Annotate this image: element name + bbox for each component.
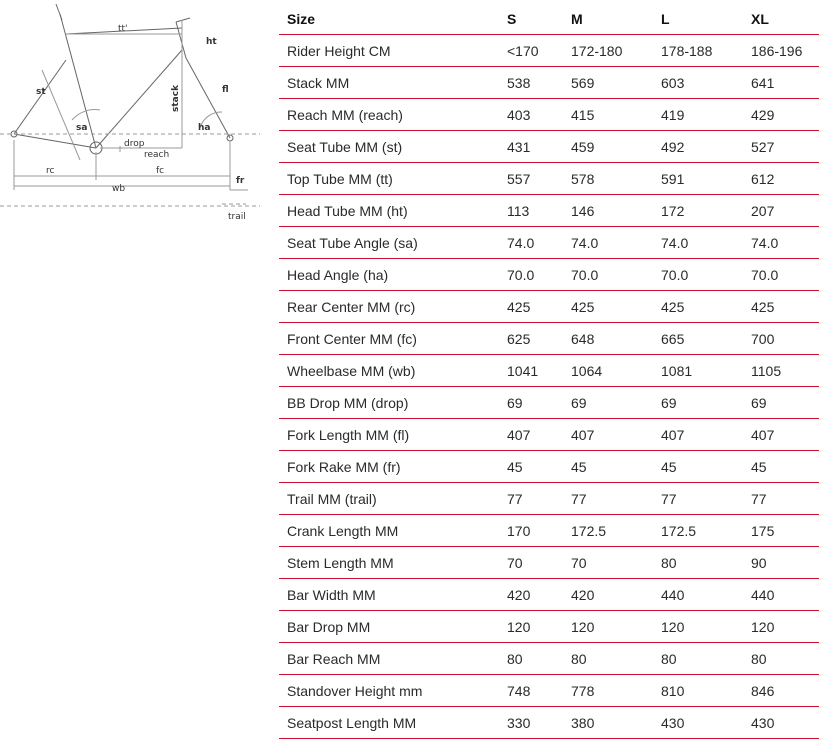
size-value: 430 [743,707,819,739]
table-row [279,131,819,163]
label-ha: ha [198,123,211,133]
size-value: 45 [499,451,563,483]
head-tube [176,22,186,58]
label-fc: fc [156,166,165,176]
size-value: 69 [743,387,819,419]
size-value: 146 [563,195,653,227]
size-value: 77 [743,483,819,515]
header-m: M [563,3,653,35]
size-value: 380 [563,707,653,739]
size-value: 120 [653,611,743,643]
size-value: 172.5 [653,515,743,547]
size-value: 1064 [563,355,653,387]
size-value: 77 [499,483,563,515]
table-row [279,195,819,227]
label-reach: reach [144,150,170,160]
size-value: 612 [743,163,819,195]
table-row [279,579,819,611]
size-value: 77 [653,483,743,515]
size-value: 440 [653,579,743,611]
size-value: 172 [653,195,743,227]
table-row [279,163,819,195]
row-label: Front Center MM (fc) [279,323,499,355]
size-value: 80 [499,643,563,675]
size-value: 69 [499,387,563,419]
size-value: 330 [499,707,563,739]
size-value: 425 [563,291,653,323]
row-label: Rear Center MM (rc) [279,291,499,323]
size-value: 641 [743,67,819,99]
table-row [279,515,819,547]
size-value: 429 [743,99,819,131]
size-value: 120 [563,611,653,643]
size-value: 74.0 [743,227,819,259]
table-row [279,99,819,131]
row-label: Trail MM (trail) [279,483,499,515]
row-label: Bar Reach MM [279,643,499,675]
size-value: 69 [653,387,743,419]
table-body [279,35,819,739]
size-value: 492 [653,131,743,163]
size-value: 74.0 [653,227,743,259]
size-value: 419 [653,99,743,131]
size-value: 170 [499,515,563,547]
table-row [279,547,819,579]
row-label: Standover Height mm [279,675,499,707]
seat-stay [14,60,66,134]
table-header-row [279,3,819,35]
seatpost [56,4,62,20]
size-value: 172-180 [563,35,653,67]
size-value: 415 [563,99,653,131]
size-value: 207 [743,195,819,227]
size-value: 1081 [653,355,743,387]
size-value: 45 [653,451,743,483]
label-stack: stack [171,84,181,112]
size-value: 407 [743,419,819,451]
table-row [279,643,819,675]
table-row [279,483,819,515]
size-value: <170 [499,35,563,67]
table-row [279,355,819,387]
size-value: 407 [499,419,563,451]
size-value: 70.0 [563,259,653,291]
size-value: 431 [499,131,563,163]
row-label: BB Drop MM (drop) [279,387,499,419]
size-value: 1105 [743,355,819,387]
size-value: 70 [499,547,563,579]
size-value: 90 [743,547,819,579]
size-value: 778 [563,675,653,707]
row-label: Seat Tube Angle (sa) [279,227,499,259]
row-label: Top Tube MM (tt) [279,163,499,195]
geometry-table [279,3,819,739]
size-value: 70.0 [743,259,819,291]
size-value: 578 [563,163,653,195]
label-wb: wb [112,184,126,194]
header-xl: XL [743,3,819,35]
row-label: Seatpost Length MM [279,707,499,739]
size-value: 45 [743,451,819,483]
table-row [279,67,819,99]
row-label: Stem Length MM [279,547,499,579]
size-value: 120 [743,611,819,643]
size-value: 420 [499,579,563,611]
label-ht: ht [206,37,217,47]
size-value: 178-188 [653,35,743,67]
size-value: 538 [499,67,563,99]
table-row [279,291,819,323]
table-row [279,611,819,643]
row-label: Head Angle (ha) [279,259,499,291]
table-row [279,323,819,355]
size-value: 113 [499,195,563,227]
size-value: 430 [653,707,743,739]
header-s: S [499,3,563,35]
size-value: 120 [499,611,563,643]
row-label: Crank Length MM [279,515,499,547]
label-trail: trail [228,212,246,222]
size-value: 407 [563,419,653,451]
row-label: Stack MM [279,67,499,99]
size-value: 1041 [499,355,563,387]
size-value: 527 [743,131,819,163]
row-label: Reach MM (reach) [279,99,499,131]
size-value: 80 [653,547,743,579]
label-tt: tt' [118,24,128,34]
size-value: 403 [499,99,563,131]
size-value: 425 [499,291,563,323]
table-row [279,419,819,451]
size-value: 80 [743,643,819,675]
size-value: 557 [499,163,563,195]
size-value: 440 [743,579,819,611]
size-value: 186-196 [743,35,819,67]
size-value: 810 [653,675,743,707]
size-value: 70 [563,547,653,579]
size-value: 700 [743,323,819,355]
size-value: 748 [499,675,563,707]
size-value: 425 [743,291,819,323]
size-value: 846 [743,675,819,707]
size-value: 420 [563,579,653,611]
size-value: 80 [563,643,653,675]
row-label: Fork Length MM (fl) [279,419,499,451]
size-value: 80 [653,643,743,675]
row-label: Seat Tube MM (st) [279,131,499,163]
stem [176,18,190,22]
size-value: 648 [563,323,653,355]
table-row [279,707,819,739]
size-value: 70.0 [499,259,563,291]
row-label: Bar Width MM [279,579,499,611]
size-value: 70.0 [653,259,743,291]
table-row [279,227,819,259]
size-value: 603 [653,67,743,99]
size-value: 69 [563,387,653,419]
row-label: Rider Height CM [279,35,499,67]
row-label: Fork Rake MM (fr) [279,451,499,483]
size-value: 175 [743,515,819,547]
size-value: 425 [653,291,743,323]
row-label: Wheelbase MM (wb) [279,355,499,387]
size-value: 459 [563,131,653,163]
row-label: Bar Drop MM [279,611,499,643]
table-row [279,35,819,67]
size-value: 569 [563,67,653,99]
label-rc: rc [46,166,55,176]
label-fl: fl [222,85,229,95]
size-value: 74.0 [563,227,653,259]
size-value: 74.0 [499,227,563,259]
table-row [279,387,819,419]
table-row [279,451,819,483]
geometry-diagram [0,0,260,230]
size-value: 625 [499,323,563,355]
label-drop: drop [124,139,145,149]
table-row [279,259,819,291]
size-value: 45 [563,451,653,483]
label-fr: fr [236,176,245,186]
header-size: Size [279,3,499,35]
size-value: 172.5 [563,515,653,547]
header-l: L [653,3,743,35]
label-st: st [36,87,46,97]
table-row [279,675,819,707]
size-value: 665 [653,323,743,355]
label-sa: sa [76,123,88,133]
size-value: 77 [563,483,653,515]
size-value: 591 [653,163,743,195]
row-label: Head Tube MM (ht) [279,195,499,227]
down-tube [96,50,182,148]
chain-stay [14,134,96,148]
size-value: 407 [653,419,743,451]
